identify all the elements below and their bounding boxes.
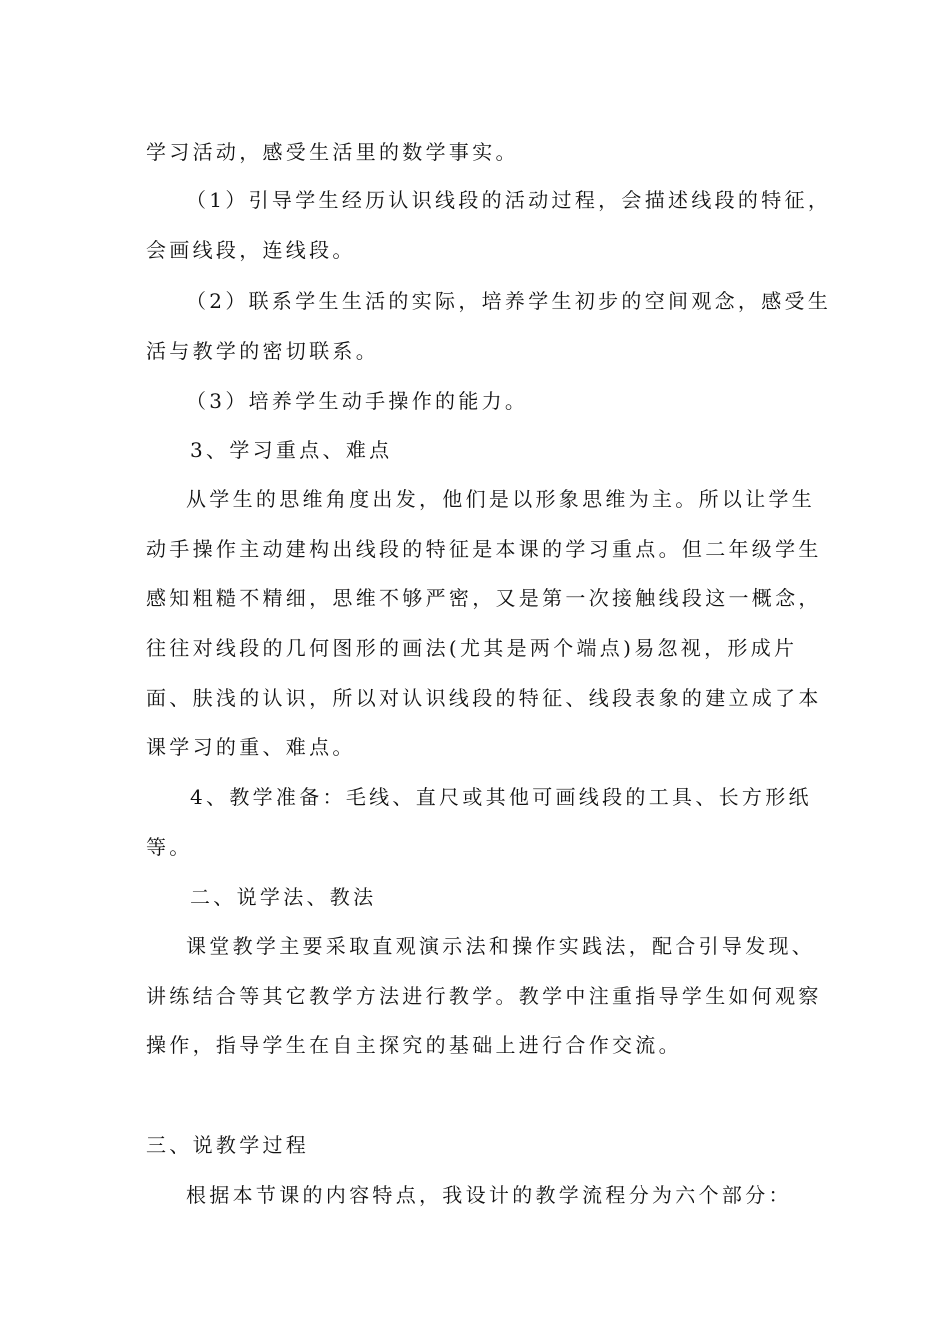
text-line: 从学生的思维角度出发，他们是以形象思维为主。所以让学生 [186, 487, 816, 511]
text-line: 课堂教学主要采取直观演示法和操作实践法，配合引导发现、 [186, 934, 816, 958]
section-heading: 3、学习重点、难点 [190, 438, 393, 462]
text-line: 等。 [146, 835, 193, 859]
section-heading: 三、说教学过程 [146, 1133, 310, 1157]
text-line: 面、肤浅的认识，所以对认识线段的特征、线段表象的建立成了本 [146, 686, 822, 710]
text-line: （2）联系学生生活的实际，培养学生初步的空间观念，感受生 [186, 289, 832, 313]
text-line: （1）引导学生经历认识线段的活动过程，会描述线段的特征， [186, 188, 832, 212]
text-line: 往往对线段的几何图形的画法(尤其是两个端点)易忽视，形成片 [146, 636, 798, 660]
text-line: 操作，指导学生在自主探究的基础上进行合作交流。 [146, 1033, 682, 1057]
text-line: （3）培养学生动手操作的能力。 [186, 389, 529, 413]
text-line: 活与教学的密切联系。 [146, 339, 379, 363]
text-line: 感知粗糙不精细，思维不够严密，又是第一次接触线段这一概念， [146, 586, 822, 610]
text-line: 课学习的重、难点。 [146, 735, 356, 759]
text-line: 学习活动，感受生活里的数学事实。 [146, 140, 519, 164]
text-line: 会画线段，连线段。 [146, 238, 356, 262]
text-line: 讲练结合等其它教学方法进行教学。教学中注重指导学生如何观察 [146, 984, 822, 1008]
text-line: 动手操作主动建构出线段的特征是本课的学习重点。但二年级学生 [146, 537, 822, 561]
text-line: 根据本节课的内容特点，我设计的教学流程分为六个部分： [186, 1183, 792, 1207]
text-line: 4、教学准备：毛线、直尺或其他可画线段的工具、长方形纸 [190, 785, 812, 809]
section-heading: 二、说学法、教法 [190, 885, 377, 909]
